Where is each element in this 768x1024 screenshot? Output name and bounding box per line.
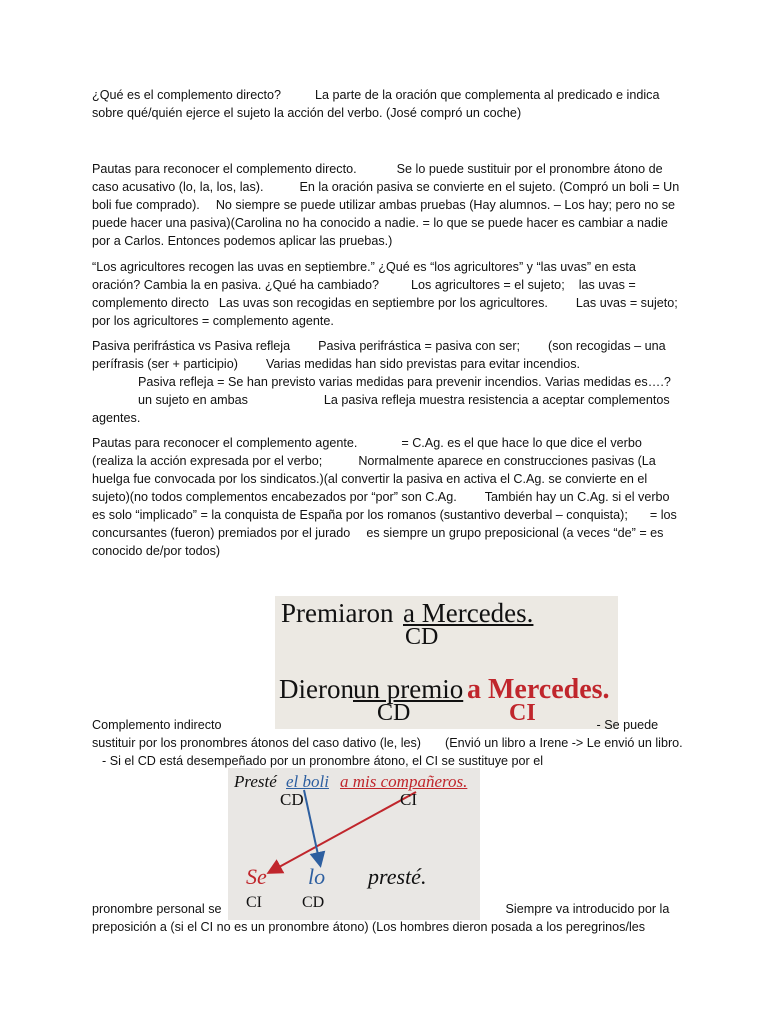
cag-rule-4: = los concursantes (fueron) premiados por el jurado [92, 508, 677, 540]
paragraph-cd-rules [92, 160, 684, 250]
fig1-cd-mercedes: a Mercedes. [403, 598, 534, 628]
ci-preposicion: Siempre va introducido por la preposición a (si el CI no es un pronombre átono) (Los hombres dieron posada a los peregrinos/les [92, 902, 670, 934]
cag-rule-3: También hay un C.Ag. si el verbo es solo “implicado” = la conquista de España por los romanos (sustantivo deverbal – conquista); [92, 490, 670, 522]
fig1-cd-tag-2: CD [377, 700, 411, 726]
perifrastica-example: Varias medidas han sido previstas para evitar incendios. [265, 357, 581, 371]
ci-rule-1: - Se puede sustituir por los pronombres átonos del caso dativo (le, les) [92, 718, 659, 750]
pasiva-refleja: Pasiva refleja = Se han previsto varias medidas para prevenir incendios. Varias medidas es….? [138, 375, 671, 389]
pasivas-heading: Pasiva perifrástica vs Pasiva refleja [92, 339, 291, 353]
fig2-cd-tag: CD [280, 790, 304, 809]
refleja-resistencia: La pasiva refleja muestra resistencia a aceptar complementos agentes. [92, 393, 670, 425]
fig2-se: Se [246, 864, 267, 889]
ci-example-1: (Envió un libro a Irene -> Le envió un libro. [445, 736, 683, 750]
paragraph-ci [92, 716, 684, 770]
fig1-cd-premio: un premio [353, 674, 464, 704]
fig1-verb-dieron: Dieron [279, 674, 354, 704]
cd-answer: La parte de la oración que complementa al predicado e indica sobre qué/quién ejerce el sujeto la acción del verbo. (José compró un coche) [92, 88, 660, 120]
figure-se-lo-example [228, 768, 480, 920]
ci-heading: Complemento indirecto [92, 718, 222, 732]
cd-rules-heading: Pautas para reconocer el complemento directo. [92, 162, 357, 176]
fig1-ci-mercedes: a Mercedes. [467, 674, 610, 705]
fig2-verb: Presté [234, 772, 277, 791]
paragraph-ci-se [92, 900, 684, 936]
fig2-se-tag: CI [246, 894, 262, 911]
ci-se-label: pronombre personal se [92, 902, 222, 916]
paragraph-agricultores [92, 258, 684, 330]
ci-rule-2: - Si el CD está desempeñado por un pronombre átono, el CI se sustituye por el [102, 754, 544, 768]
uvas-cd: las uvas = complemento directo [92, 278, 636, 310]
fig2-lo: lo [308, 864, 326, 889]
fig2-ci-tag: CI [400, 790, 417, 809]
pasiva-analysis: Las uvas = sujeto; por los agricultores = complemento agente. [92, 296, 678, 328]
paragraph-pasivas [92, 337, 684, 427]
fig1-cd-tag-1: CD [405, 624, 439, 650]
fig2-verb2: presté. [368, 864, 427, 889]
pasiva-example: Las uvas son recogidas en septiembre por los agricultores. [218, 296, 548, 310]
sujeto-ambas: un sujeto en ambas [138, 393, 248, 407]
paragraph-cd-definition [92, 86, 684, 122]
figure-cd-ci-example [275, 596, 618, 729]
pasiva-perifrastica: Pasiva perifrástica = pasiva con ser; [318, 339, 521, 353]
cd-rule-2: En la oración pasiva se convierte en el sujeto. (Compró un boli = Un boli fue comprado). [92, 180, 680, 212]
cd-rule-3: No siempre se puede utilizar ambas pruebas (Hay alumnos. – Los hay; pero no se puede hacer una pasiva)(Carolina no ha conocido a nadie. = lo que se puede hacer es cambiar a nadie por a Carlos. Entonces podemos aplicar las pruebas.) [92, 198, 676, 248]
cag-rule-2: Normalmente aparece en construcciones pasivas (La huelga fue convocada por los sindicatos.)(al convertir la pasiva en activa el C.Ag. se convierte en el sujeto)(no todos complementos encabezados por “por” son C.Ag. [92, 454, 656, 504]
cd-rule-1: Se lo puede sustituir por el pronombre átono de caso acusativo (lo, la, los, las). [92, 162, 663, 194]
cag-heading: Pautas para reconocer el complemento agente. [92, 436, 358, 450]
paragraph-cag-rules [92, 434, 684, 560]
fig1-ci-tag: CI [509, 700, 536, 726]
cag-rule-1: = C.Ag. es el que hace lo que dice el verbo (realiza la acción expresada por el verbo; [92, 436, 642, 468]
fig2-lo-tag: CD [302, 894, 325, 911]
agricultores-question: “Los agricultores recogen las uvas en septiembre.” ¿Qué es “los agricultores” y “las uvas” en esta oración? Cambia la en pasiva. ¿Qué ha cambiado? [92, 260, 636, 292]
fig2-cd: el boli [286, 772, 329, 791]
fig2-ci: a mis compañeros. [340, 772, 468, 791]
cd-question: ¿Qué es el complemento directo? [92, 88, 281, 102]
agricultores-sujeto: Los agricultores = el sujeto; [411, 278, 565, 292]
fig1-verb-premiaron: Premiaron [281, 598, 394, 628]
perifrasis-note: (son recogidas – una perífrasis (ser + participio) [92, 339, 666, 371]
cag-rule-5: es siempre un grupo preposicional (a veces “de” = es conocido de/por todos) [92, 526, 664, 558]
